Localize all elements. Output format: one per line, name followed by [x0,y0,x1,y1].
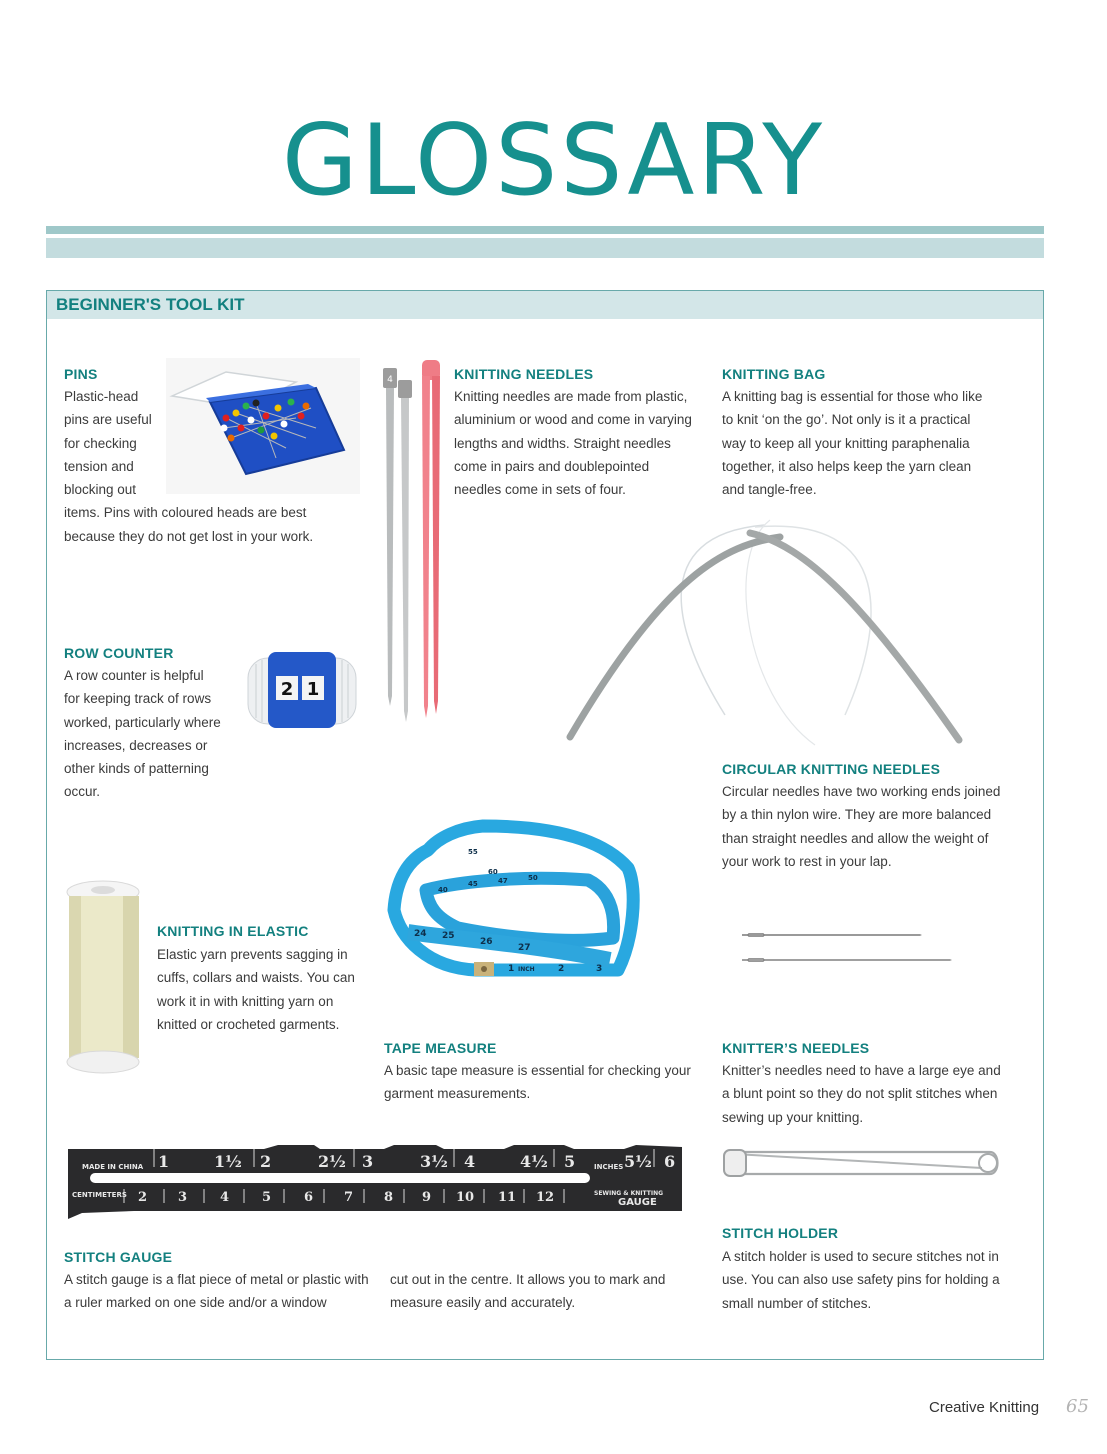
stitch-gauge-text-col2 [390,1268,665,1315]
tape-measure-heading: TAPE MEASURE [384,1040,497,1056]
tape-number: 26 [480,937,493,947]
gauge-label: 9 [422,1190,432,1205]
gauge-label: 11 [498,1190,517,1205]
text-line: tension and [64,458,134,474]
text-line: cut out in the centre. It allows you to mark and [390,1272,666,1287]
text-line: blocking out [64,482,137,498]
text-line: increases, decreases or [64,737,208,753]
text-line: for checking [64,435,137,451]
page-number: 65 [1066,1396,1089,1417]
stitch-gauge-illustration [64,1143,684,1221]
text-line: Plastic-head [64,389,139,404]
tape-number: 24 [414,929,427,939]
knitting-needles-illustration [378,356,448,728]
elastic-spool-illustration [63,880,145,1076]
text-line: measure easily and accurately. [390,1295,576,1311]
tape-number: 55 [468,848,478,856]
gauge-label: 6 [304,1190,314,1205]
text-line: than straight needles and allow the weight of [722,830,989,846]
text-line: for keeping track of rows [64,691,212,707]
text-line: items. Pins with coloured heads are best [64,505,307,521]
knitting-needles-text [454,385,692,501]
footer-publication: Creative Knitting [929,1399,1040,1416]
text-line: worked, particularly where [64,714,221,730]
tape-measure-text [384,1059,691,1106]
tape-number: 47 [498,877,508,885]
gauge-label: 5½ [624,1152,652,1171]
gauge-label: 10 [456,1190,475,1205]
gauge-label: 6 [664,1152,676,1171]
text-line: knitted or crocheted garments. [157,1016,340,1032]
tape-number: 27 [518,943,531,953]
gauge-label: SEWING & KNITTING [594,1190,664,1197]
circular-needles-heading: CIRCULAR KNITTING NEEDLES [722,761,941,777]
text-line: A basic tape measure is essential for checking your [384,1063,691,1078]
text-line: pins are useful [64,412,152,428]
gauge-label: 7 [344,1190,354,1205]
stitch-holder-illustration [720,1146,1002,1180]
text-line: aluminium or wood and come in varying [454,412,692,428]
text-line: a blunt point so they do not split stitches when [722,1086,998,1102]
text-line: come in pairs and doublepointed [454,458,650,474]
gauge-label: 1 [158,1152,170,1171]
text-line: use. You can also use safety pins for holding a [722,1272,1000,1288]
text-line: Elastic yarn prevents sagging in [157,947,348,962]
text-line: A stitch holder is used to secure stitches not in [722,1249,999,1264]
knitting-needles-heading: KNITTING NEEDLES [454,366,594,382]
gauge-label: 3½ [420,1152,448,1171]
tape-number: 1 [508,964,515,974]
tape-number: 3 [596,964,603,974]
knitting-in-elastic-heading: KNITTING IN ELASTIC [157,923,309,939]
text-line: by a thin nylon wire. They are more balanced [722,807,992,823]
text-line: needles come in sets of four. [454,482,626,498]
text-line: cuffs, collars and waists. You can [157,970,355,986]
text-line: and tangle-free. [722,482,817,498]
gauge-label: CENTIMETERS [72,1191,127,1199]
gauge-label: 3 [362,1152,374,1171]
row-counter-illustration [246,650,358,730]
text-line: work it in with knitting yarn on [157,993,334,1009]
text-line: your work to rest in your lap. [722,853,892,869]
tape-number: 50 [528,874,538,882]
gauge-label: 4 [220,1190,230,1205]
page-title: GLOSSARY [281,104,826,218]
text-line: because they do not get lost in your work. [64,528,314,544]
tape-number: 40 [438,886,448,894]
gauge-label: 2 [138,1190,148,1205]
text-line: garment measurements. [384,1086,531,1102]
gauge-label: MADE IN CHINA [82,1163,144,1171]
knitters-needles-text [722,1059,1001,1129]
circular-needles-text [722,780,1000,873]
row-counter-digit: 2 [280,679,294,700]
title-rule-thin [46,226,1044,234]
text-line: Knitter’s needles need to have a large eye and [722,1063,1001,1078]
stitch-gauge-heading: STITCH GAUGE [64,1249,173,1265]
gauge-label: 12 [536,1190,555,1205]
gauge-label: INCHES [594,1163,624,1171]
tape-number: 25 [442,931,455,941]
text-line: together, it also helps keep the yarn clean [722,458,972,474]
text-line: a ruler marked on one side and/or a window [64,1295,327,1311]
text-line: to knit ‘on the go’. Not only is it a practical [722,412,971,428]
section-title: BEGINNER'S TOOL KIT [56,295,245,314]
text-line: other kinds of patterning [64,761,209,777]
knitting-in-elastic-text [157,943,355,1036]
tape-number: 60 [488,868,498,876]
text-line: Knitting needles are made from plastic, [454,389,688,404]
knitters-needles-illustration [740,925,955,967]
knitting-bag-heading: KNITTING BAG [722,366,826,382]
gauge-label: 4 [464,1152,476,1171]
tape-number: 45 [468,880,478,888]
stitch-holder-text [722,1245,1000,1315]
title-rule-thick [46,238,1044,258]
text-line: sewing up your knitting. [722,1109,864,1125]
text-line: Circular needles have two working ends joined [722,784,1001,799]
text-line: lengths and widths. Straight needles [454,435,671,451]
pins-text [64,385,313,548]
gauge-label: 8 [384,1190,394,1205]
text-line: A stitch gauge is a flat piece of metal or plastic with [64,1272,369,1287]
text-line: A row counter is helpful [64,668,204,683]
text-line: A knitting bag is essential for those who like [722,389,983,404]
gauge-label: 5 [564,1152,576,1171]
row-counter-digit: 1 [306,679,320,700]
pins-heading: PINS [64,366,98,382]
tape-number: 2 [558,964,565,974]
gauge-label: 2½ [318,1152,346,1171]
gauge-label: 4½ [520,1152,548,1171]
tape-measure-illustration [388,820,638,982]
knitting-bag-text [722,385,982,501]
gauge-label: 2 [260,1152,272,1171]
gauge-label: 1½ [214,1152,242,1171]
row-counter-heading: ROW COUNTER [64,645,174,661]
tape-number: INCH [518,966,535,973]
circular-needles-illustration [565,515,965,750]
stitch-holder-heading: STITCH HOLDER [722,1225,839,1241]
text-line: occur. [64,784,101,800]
text-line: way to keep all your knitting paraphenalia [722,435,970,451]
text-line: small number of stitches. [722,1295,872,1311]
knitters-needles-heading: KNITTER’S NEEDLES [722,1040,870,1056]
gauge-label: GAUGE [618,1197,657,1208]
stitch-gauge-text-col1 [64,1268,369,1315]
row-counter-text [64,664,221,804]
gauge-label: 3 [178,1190,188,1205]
gauge-label: 5 [262,1190,272,1205]
needle-size-label: 4 [387,375,393,385]
